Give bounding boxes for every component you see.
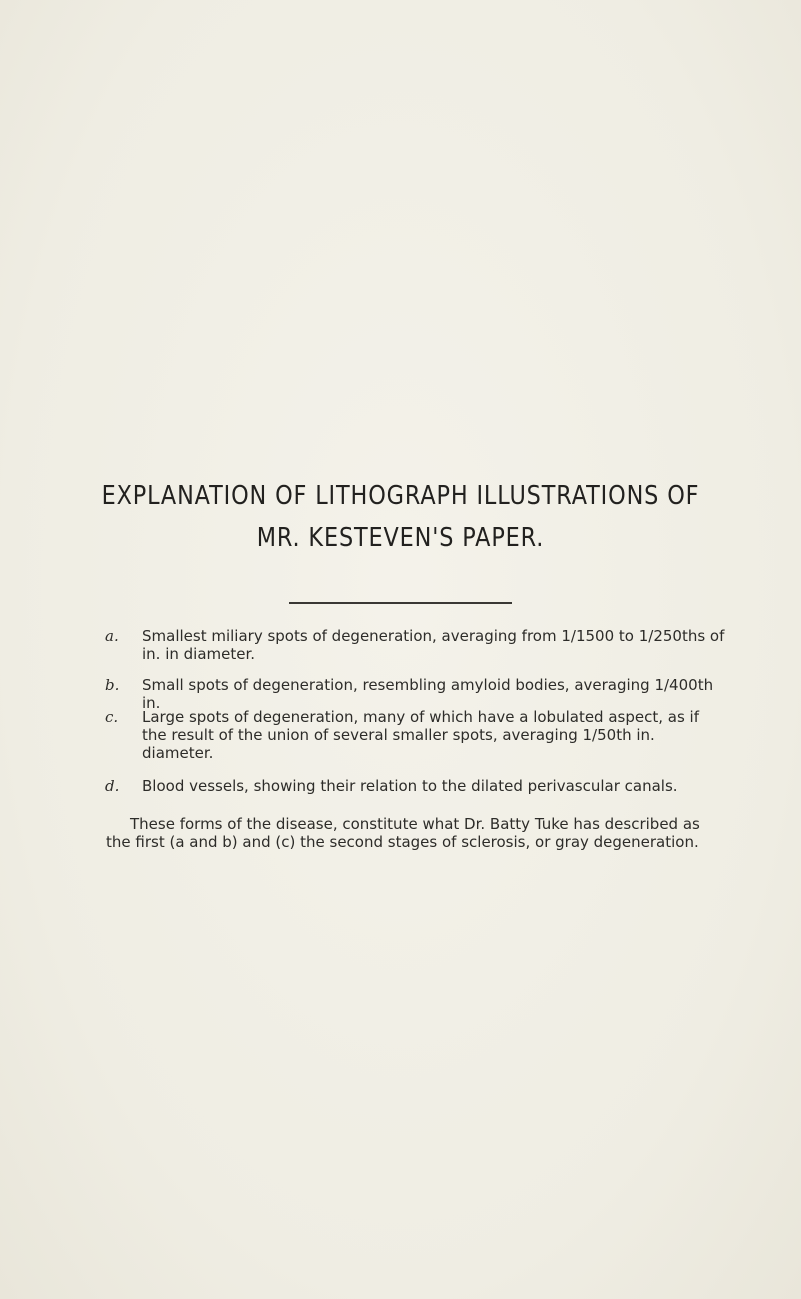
legend-key: a. bbox=[105, 627, 119, 645]
legend-text: Small spots of degeneration, resembling amyloid bodies, averaging 1/400th in. bbox=[142, 676, 714, 712]
title-line-1: EXPLANATION OF LITHOGRAPH ILLUSTRATIONS OF bbox=[101, 481, 700, 511]
legend-key: d. bbox=[105, 777, 120, 795]
title-divider bbox=[289, 602, 512, 604]
legend-entry-d bbox=[105, 777, 727, 795]
legend-entry-c bbox=[105, 708, 727, 762]
legend-entry-a bbox=[105, 627, 727, 663]
legend-text: Blood vessels, showing their relation to the dilated perivascular canals. bbox=[142, 777, 678, 795]
legend-text: Smallest miliary spots of degeneration, averaging from 1/1500 to 1/250ths of in. in diameter. bbox=[142, 627, 725, 663]
title-line-2: MR. KESTEVEN'S PAPER. bbox=[256, 523, 545, 553]
closing-line-1: These forms of the disease, constitute what Dr. Batty Tuke has described as bbox=[130, 815, 700, 833]
legend-entry-b bbox=[105, 676, 727, 712]
closing-paragraph bbox=[106, 815, 727, 851]
legend-key: c. bbox=[105, 708, 119, 726]
legend-text: Large spots of degeneration, many of which have a lobulated aspect, as if the result of the union of several smaller spots, averaging 1/50th in. diameter. bbox=[142, 708, 699, 762]
closing-line-2: the first (a and b) and (c) the second stages of sclerosis, or gray degeneration. bbox=[106, 833, 699, 851]
legend-key: b. bbox=[105, 676, 120, 694]
